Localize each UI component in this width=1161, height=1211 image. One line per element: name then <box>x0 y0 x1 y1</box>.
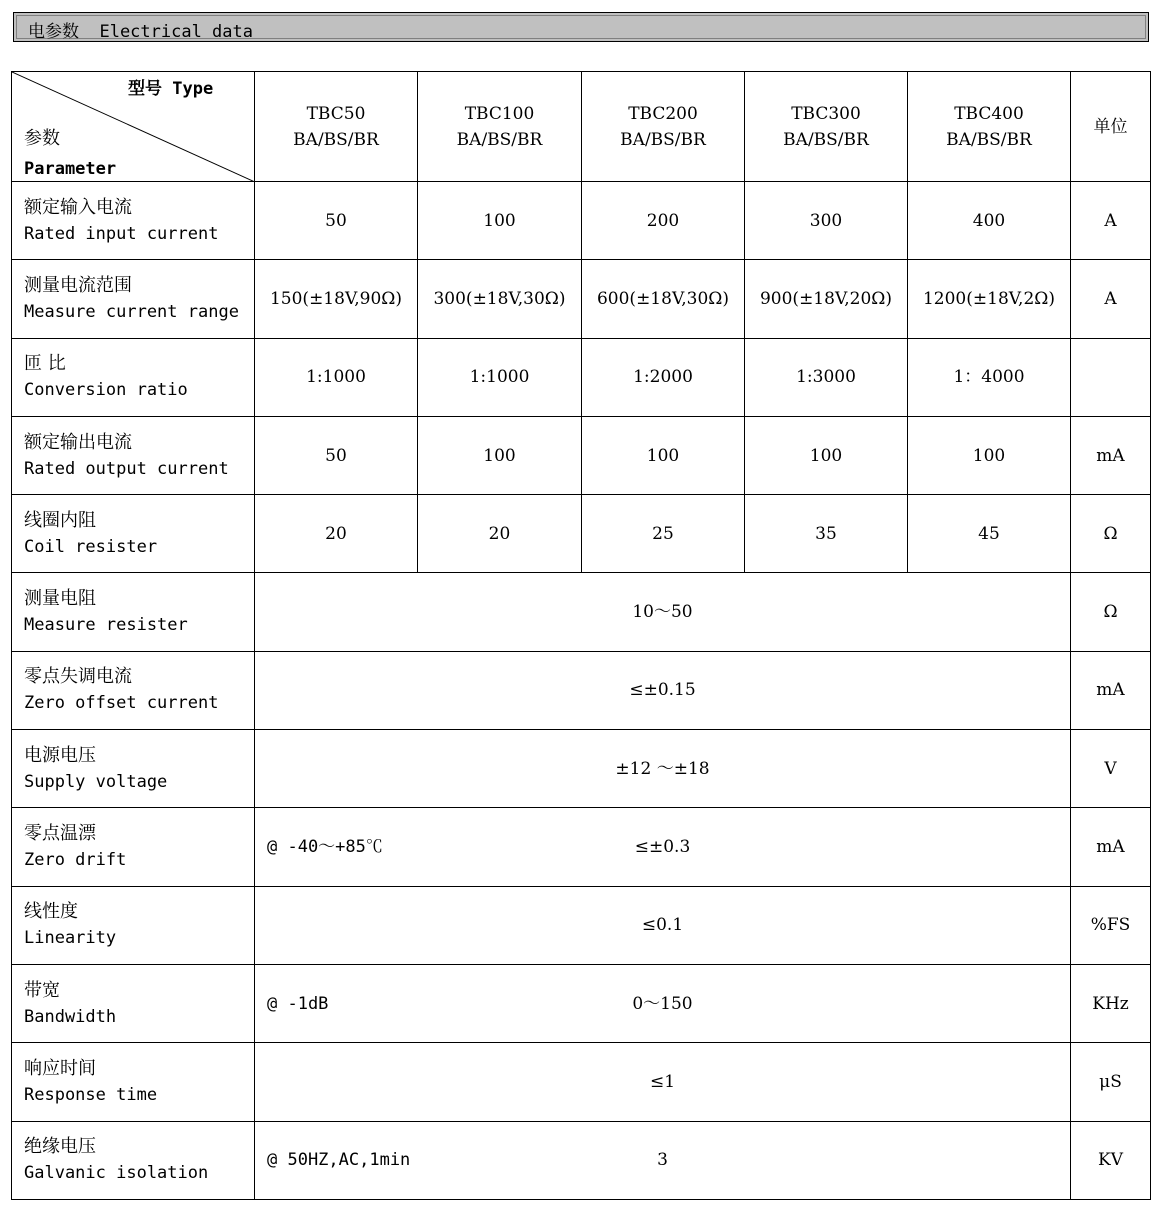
model-variants: BA/BS/BR <box>456 129 543 150</box>
value-cell: 900(±18V,20Ω) <box>745 260 908 338</box>
parameter-cell <box>12 808 255 886</box>
parameter-cell <box>12 886 255 964</box>
shared-value: 10～50 <box>632 602 693 623</box>
parameter-name-zh: 带宽 <box>24 979 60 1001</box>
table-row <box>12 730 1151 808</box>
table-row <box>12 338 1151 416</box>
parameter-name-zh: 电源电压 <box>24 744 96 766</box>
parameter-name-en: Response time <box>24 1084 158 1105</box>
section-title-bar <box>13 12 1149 42</box>
value-cell: 100 <box>582 416 745 494</box>
unit-cell: mA <box>1071 416 1151 494</box>
model-variants: BA/BS/BR <box>783 129 869 150</box>
parameter-name-en: Rated input current <box>24 223 219 244</box>
value-cell: 50 <box>255 182 418 260</box>
shared-value-cell <box>255 651 1071 729</box>
table-row <box>12 495 1151 573</box>
model-header <box>255 72 418 182</box>
value-cell: 400 <box>908 182 1071 260</box>
model-variants: BA/BS/BR <box>620 129 706 150</box>
shared-value-cell <box>255 1043 1071 1121</box>
parameter-name-zh: 线圈内阻 <box>24 509 96 531</box>
shared-value: ≤1 <box>649 1071 676 1092</box>
model-name: TBC50 <box>306 103 366 124</box>
model-name: TBC300 <box>791 103 861 124</box>
shared-value: ≤±0.3 <box>634 837 691 858</box>
shared-value-cell <box>255 886 1071 964</box>
model-header <box>745 72 908 182</box>
parameter-name-zh: 匝 比 <box>24 353 66 375</box>
table-row <box>12 1043 1151 1121</box>
parameter-cell <box>12 182 255 260</box>
shared-value-cell <box>255 730 1071 808</box>
value-cell: 20 <box>418 495 582 573</box>
header-row <box>12 72 1151 182</box>
parameter-cell <box>12 260 255 338</box>
shared-value-cell <box>255 1121 1071 1199</box>
value-cell: 45 <box>908 495 1071 573</box>
model-name: TBC400 <box>954 103 1024 124</box>
unit-cell <box>1071 338 1151 416</box>
parameter-cell <box>12 338 255 416</box>
model-header <box>582 72 745 182</box>
table-row <box>12 573 1151 651</box>
parameter-name-en: Bandwidth <box>24 1006 117 1027</box>
table-row <box>12 808 1151 886</box>
parameter-name-en: Rated output current <box>24 458 229 479</box>
test-condition: @ -1dB <box>267 993 329 1014</box>
unit-cell: KV <box>1071 1121 1151 1199</box>
value-cell: 1:3000 <box>745 338 908 416</box>
shared-value-cell <box>255 808 1071 886</box>
unit-cell: μS <box>1071 1043 1151 1121</box>
parameter-cell <box>12 1121 255 1199</box>
unit-cell: %FS <box>1071 886 1151 964</box>
value-cell: 200 <box>582 182 745 260</box>
shared-value: ≤±0.15 <box>629 680 696 701</box>
corner-header-cell <box>12 72 255 182</box>
table-row <box>12 182 1151 260</box>
parameter-name-zh: 额定输入电流 <box>24 196 132 218</box>
parameter-name-zh: 测量电阻 <box>24 588 96 610</box>
parameter-name-en: Galvanic isolation <box>24 1163 209 1184</box>
shared-value: 3 <box>657 1150 668 1171</box>
value-cell: 300(±18V,30Ω) <box>418 260 582 338</box>
value-cell: 20 <box>255 495 418 573</box>
unit-cell: A <box>1071 260 1151 338</box>
value-cell: 35 <box>745 495 908 573</box>
test-condition: @ 50HZ,AC,1min <box>267 1150 411 1171</box>
parameter-name-en: Linearity <box>24 928 117 949</box>
value-cell: 50 <box>255 416 418 494</box>
parameter-name-zh: 绝缘电压 <box>24 1136 96 1158</box>
value-cell: 600(±18V,30Ω) <box>582 260 745 338</box>
unit-cell: Ω <box>1071 573 1151 651</box>
value-cell: 300 <box>745 182 908 260</box>
test-condition: @ -40～+85℃ <box>267 837 383 858</box>
parameter-name-en: Conversion ratio <box>24 380 188 401</box>
value-cell: 150(±18V,90Ω) <box>255 260 418 338</box>
unit-cell: mA <box>1071 651 1151 729</box>
value-cell: 100 <box>745 416 908 494</box>
value-cell: 25 <box>582 495 745 573</box>
parameter-label-en: Parameter <box>24 159 117 179</box>
shared-value: ≤0.1 <box>641 915 684 936</box>
unit-cell: V <box>1071 730 1151 808</box>
parameter-cell <box>12 1043 255 1121</box>
parameter-name-zh: 零点温漂 <box>24 823 96 845</box>
electrical-data-table <box>11 71 1151 1200</box>
parameter-name-zh: 零点失调电流 <box>24 666 132 688</box>
value-cell: 1200(±18V,2Ω) <box>908 260 1071 338</box>
model-header <box>418 72 582 182</box>
model-variants: BA/BS/BR <box>946 129 1032 150</box>
parameter-name-zh: 响应时间 <box>24 1057 96 1079</box>
value-cell: 100 <box>418 416 582 494</box>
parameter-cell <box>12 573 255 651</box>
value-cell: 1:2000 <box>582 338 745 416</box>
value-cell: 1：4000 <box>908 338 1071 416</box>
parameter-name-en: Coil resister <box>24 536 158 557</box>
shared-value-cell <box>255 573 1071 651</box>
model-name: TBC200 <box>628 103 698 124</box>
model-name: TBC100 <box>464 103 535 124</box>
value-cell: 1:1000 <box>418 338 582 416</box>
parameter-name-en: Zero offset current <box>24 693 219 714</box>
parameter-name-zh: 测量电流范围 <box>24 274 132 296</box>
table-row <box>12 651 1151 729</box>
shared-value-cell <box>255 964 1071 1042</box>
parameter-name-zh: 额定输出电流 <box>24 431 132 453</box>
parameter-cell <box>12 416 255 494</box>
parameter-cell <box>12 651 255 729</box>
table-row <box>12 964 1151 1042</box>
unit-cell: mA <box>1071 808 1151 886</box>
shared-value: 0～150 <box>632 993 693 1014</box>
parameter-name-en: Zero drift <box>24 850 127 871</box>
parameter-name-en: Supply voltage <box>24 771 168 792</box>
value-cell: 100 <box>908 416 1071 494</box>
shared-value: ±12 ～±18 <box>615 758 710 779</box>
table-row <box>12 416 1151 494</box>
type-label: 型号 Type <box>128 79 214 99</box>
unit-cell: A <box>1071 182 1151 260</box>
unit-header: 单位 <box>1071 72 1151 182</box>
parameter-name-en: Measure current range <box>24 301 239 322</box>
table-row <box>12 260 1151 338</box>
table-row <box>12 1121 1151 1199</box>
unit-cell: Ω <box>1071 495 1151 573</box>
value-cell: 100 <box>418 182 582 260</box>
parameter-label-zh: 参数 <box>24 128 60 149</box>
model-variants: BA/BS/BR <box>293 129 379 150</box>
parameter-name-zh: 线性度 <box>24 901 78 923</box>
value-cell: 1:1000 <box>255 338 418 416</box>
parameter-cell <box>12 730 255 808</box>
model-header <box>908 72 1071 182</box>
unit-cell: KHz <box>1071 964 1151 1042</box>
parameter-name-en: Measure resister <box>24 615 188 636</box>
parameter-cell <box>12 495 255 573</box>
parameter-cell <box>12 964 255 1042</box>
table-row <box>12 886 1151 964</box>
section-title: 电参数 Electrical data <box>28 22 253 42</box>
